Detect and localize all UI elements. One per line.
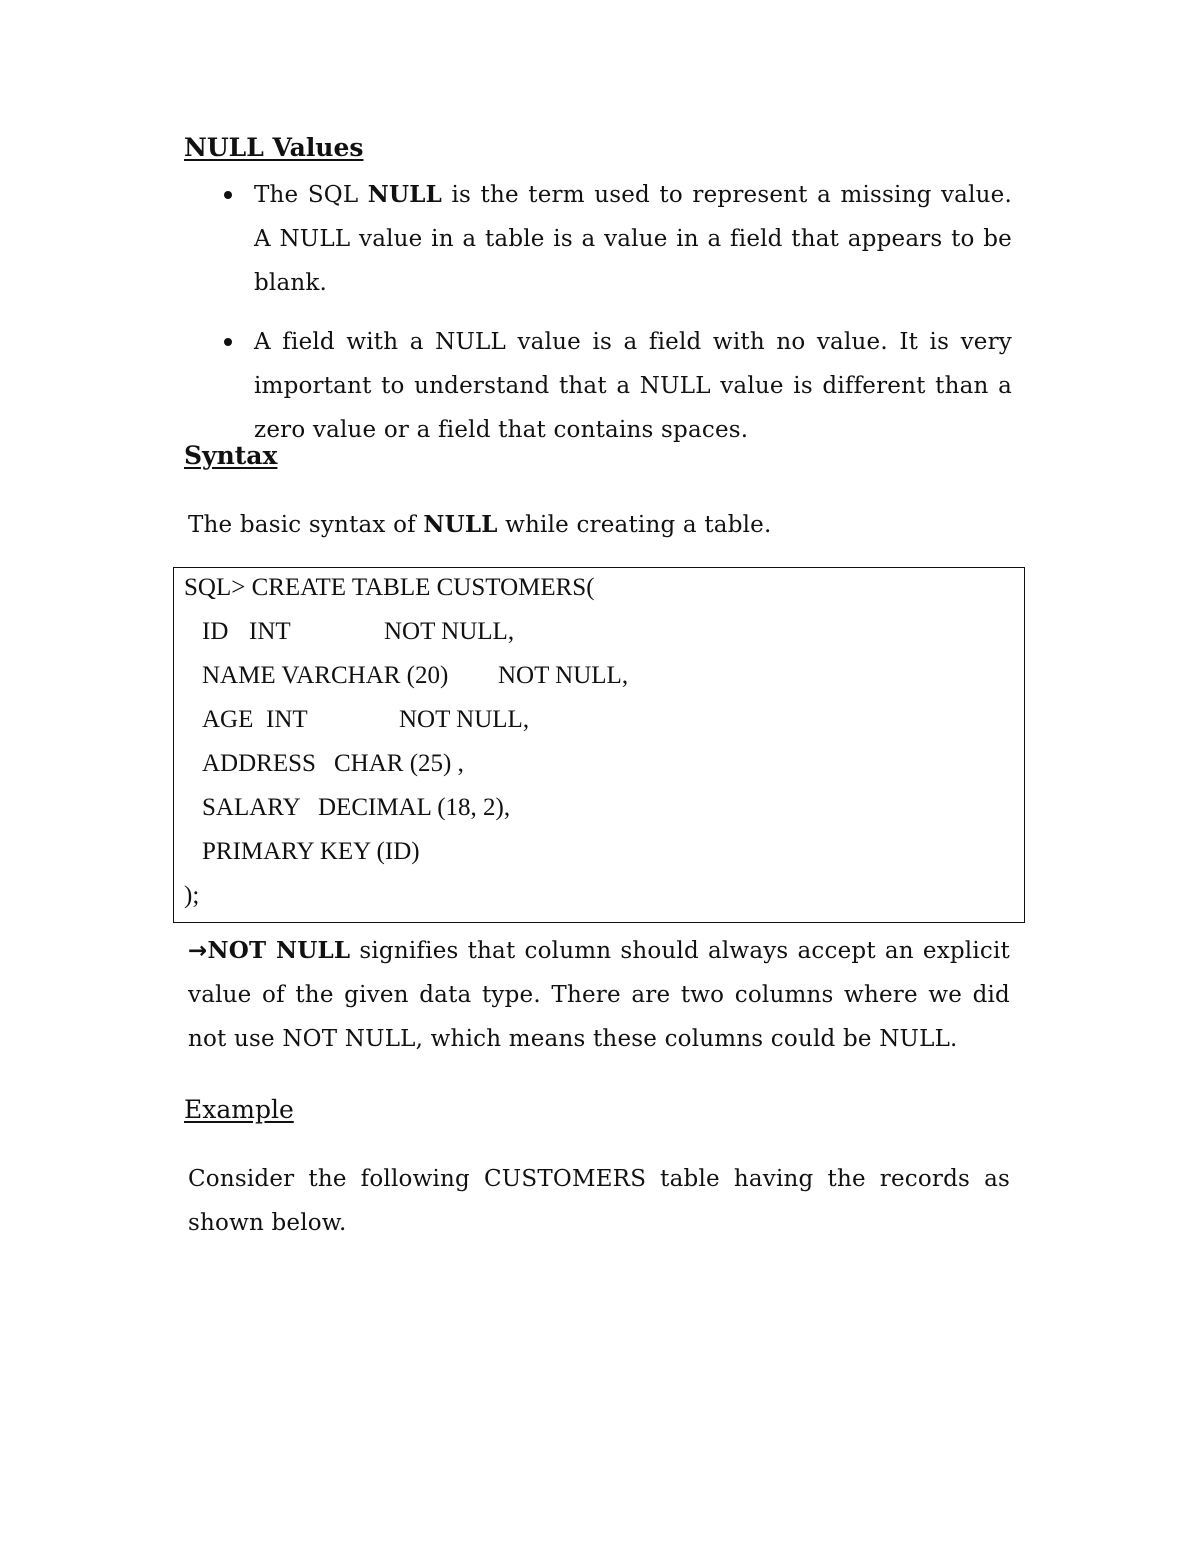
code-line-1: SQL> CREATE TABLE CUSTOMERS(	[184, 574, 595, 601]
bullet-text: A field with a NULL value is a field with no value. It is very important to understand that a NULL value is different than a zero value or a field that contains spaces.	[254, 329, 1012, 443]
syntax-intro-suffix: while creating a table.	[497, 512, 772, 538]
code-line-3-constraint: NOT NULL,	[498, 662, 629, 689]
code-line-4-col: AGE	[202, 706, 254, 733]
code-line-4-type: INT	[266, 706, 308, 733]
example-text: Consider the following CUSTOMERS table having the records as shown below.	[188, 1166, 1010, 1236]
code-block	[173, 567, 1025, 923]
not-null-note	[188, 929, 1010, 1061]
syntax-intro	[188, 503, 1010, 547]
code-line-5-col: ADDRESS	[202, 750, 316, 777]
not-null-note-bold: NOT NULL	[207, 937, 351, 964]
syntax-intro-bold: NULL	[423, 511, 498, 538]
not-null-note-text: signifies that column should always accept an explicit value of the given data type. There are two columns where we did not use NOT NULL, which means these columns could be NULL.	[188, 938, 1010, 1052]
code-line-6-type: DECIMAL (18, 2),	[318, 794, 511, 821]
code-line-4-constraint: NOT NULL,	[399, 706, 530, 733]
list-item	[222, 173, 1012, 305]
code-line-2-type: INT	[249, 618, 291, 645]
syntax-intro-prefix: The basic syntax of	[188, 512, 424, 538]
bullet-text-suffix: is the term used to represent a missing value. A NULL value in a table is a value in a field that appears to be blank.	[254, 182, 1012, 296]
code-line-2-constraint: NOT NULL,	[384, 618, 515, 645]
null-bullet-list	[222, 173, 1012, 452]
bullet-icon	[224, 191, 232, 199]
right-arrow-icon: →	[188, 938, 208, 964]
syntax-heading: Syntax	[184, 441, 278, 470]
example-heading: Example	[184, 1095, 294, 1124]
code-line-8: );	[184, 882, 200, 909]
null-values-heading: NULL Values	[184, 133, 364, 162]
code-line-3-coltype: NAME VARCHAR (20)	[202, 662, 449, 689]
bullet-text-prefix: The SQL	[254, 182, 368, 208]
list-item	[222, 320, 1012, 452]
bullet-icon	[224, 338, 232, 346]
code-line-5-type: CHAR (25) ,	[334, 750, 464, 777]
code-line-7: PRIMARY KEY (ID)	[202, 838, 420, 865]
code-line-2-col: ID	[202, 618, 229, 645]
code-line-6-col: SALARY	[202, 794, 301, 821]
bullet-text-bold: NULL	[367, 181, 443, 208]
